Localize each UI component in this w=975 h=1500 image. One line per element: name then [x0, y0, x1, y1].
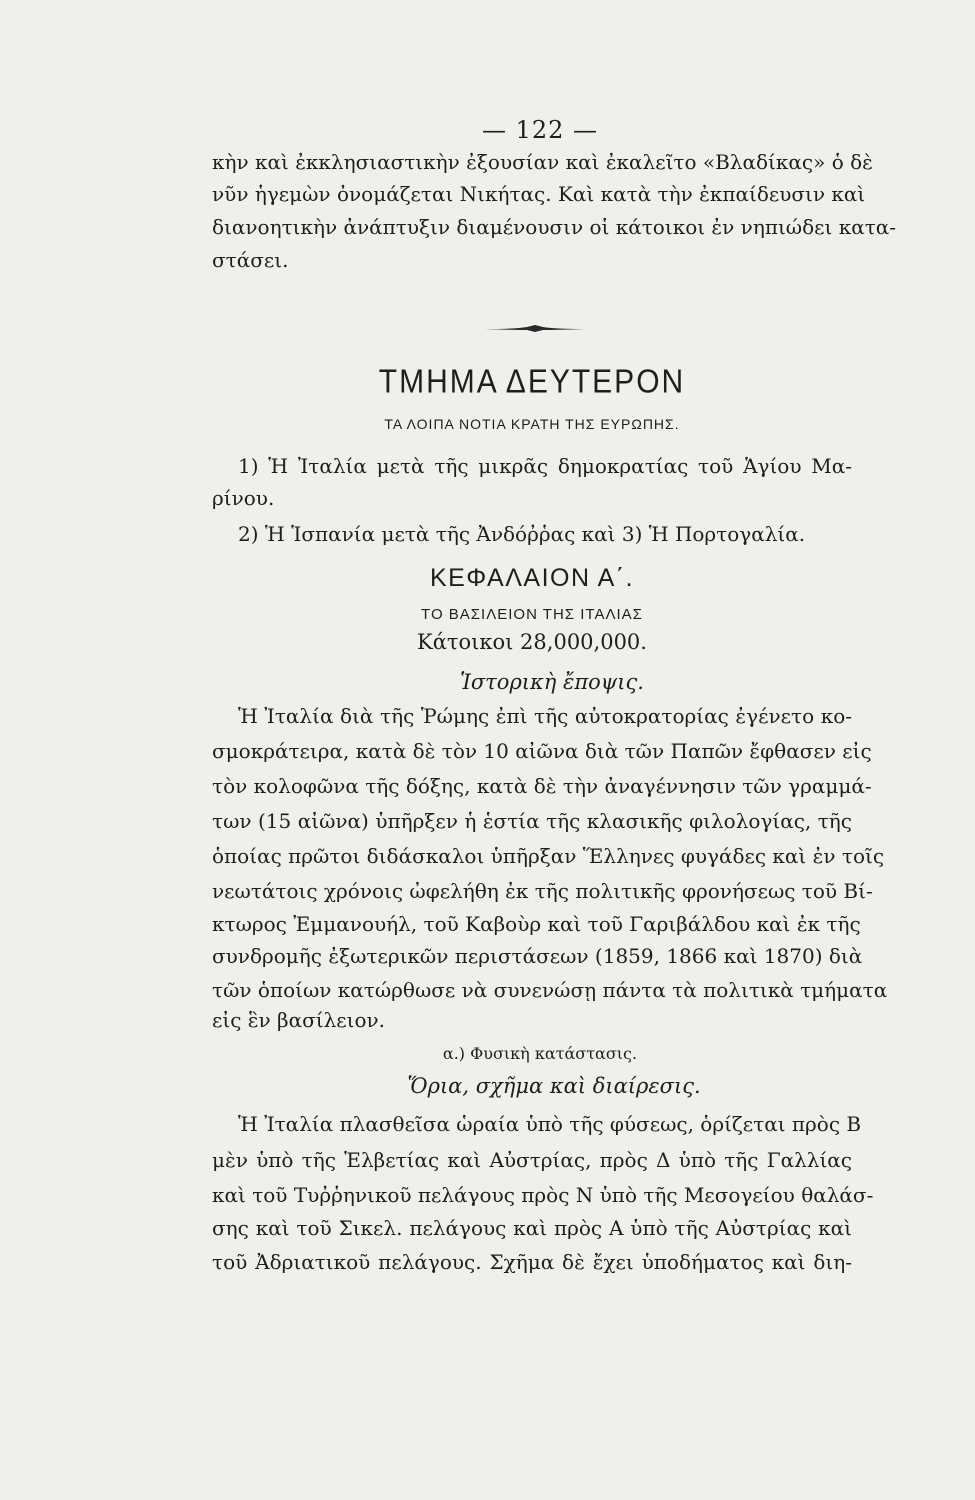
section-subtitle: ΤΑ ΛΟΙΠΑ ΝΟΤΙΑ ΚΡΑΤΗ ΤΗΣ ΕΥΡΩΠΗΣ. — [384, 416, 680, 432]
physical-subheading: Ὅρια, σχῆμα καὶ διαίρεσις. — [407, 1074, 701, 1098]
paragraph-2-line-9: τῶν ὁποίων κατώρθωσε νὰ συνενώσῃ πάντα τὰ πολιτικὰ τμήματα — [212, 978, 888, 1002]
physical-heading: α.) Φυσικὴ κατάστασις. — [442, 1044, 638, 1063]
paragraph-2-line-5: ὁποίας πρῶτοι διδάσκαλοι ὑπῆρξαν Ἕλληνες φυγάδες καὶ ἐν τοῖς — [212, 844, 885, 868]
paragraph-3-line-3: καὶ τοῦ Τυῤῥηνικοῦ πελάγους πρὸς Ν ὑπὸ τῆς Μεσογείου θαλάσ- — [212, 1183, 874, 1207]
section-title: ΤΜΗΜΑ ΔΕΥΤΕΡΟΝ — [378, 364, 686, 401]
paragraph-3-line-4: σης καὶ τοῦ Σικελ. πελάγους καὶ πρὸς Α ὑπὸ τῆς Αὐστρίας καὶ — [212, 1216, 852, 1240]
list-line-2: ρίνου. — [212, 486, 275, 510]
paragraph-1-line-1: κὴν καὶ ἐκκλησιαστικὴν ἐξουσίαν καὶ ἐκαλεῖτο «Βλαδίκας» ὁ δὲ — [212, 150, 873, 174]
history-heading: Ἱστορικὴ ἔποψις. — [460, 670, 644, 694]
list-line-1: 1) Ἡ Ἰταλία μετὰ τῆς μικρᾶς δημοκρατίας τοῦ Ἁγίου Μα- — [238, 454, 852, 478]
paragraph-2-line-3: τὸν κολοφῶνα τῆς δόξης, κατὰ δὲ τὴν ἀναγέννησιν τῶν γραμμά- — [212, 774, 872, 798]
paragraph-1-line-3: διανοητικὴν ἀνάπτυξιν διαμένουσιν οἱ κάτοικοι ἐν νηπιώδει κατα- — [212, 215, 897, 239]
paragraph-3-line-5: τοῦ Ἀδριατικοῦ πελάγους. Σχῆμα δὲ ἔχει ὑποδήματος καὶ διη- — [212, 1250, 852, 1274]
ornament-divider — [485, 322, 585, 334]
paragraph-2-line-7: κτωρος Ἐμμανουήλ, τοῦ Καβοὺρ καὶ τοῦ Γαριβάλδου καὶ ἐκ τῆς — [212, 912, 861, 936]
population-line: Κάτοικοι 28,000,000. — [417, 630, 647, 654]
page-number: — 122 — — [481, 116, 599, 144]
paragraph-3-line-1: Ἡ Ἰταλία πλασθεῖσα ὡραία ὑπὸ τῆς φύσεως, ὁρίζεται πρὸς Β — [238, 1112, 862, 1136]
chapter-title: ΚΕΦΑΛΑΙΟΝ Α΄. — [429, 564, 635, 592]
paragraph-2-line-1: Ἡ Ἰταλία διὰ τῆς Ῥώμης ἐπὶ τῆς αὐτοκρατορίας ἐγένετο κο- — [238, 704, 852, 728]
paragraph-2-line-2: σμοκράτειρα, κατὰ δὲ τὸν 10 αἰῶνα διὰ τῶν Παπῶν ἔφθασεν εἰς — [212, 739, 872, 763]
paragraph-2-line-4: των (15 αἰῶνα) ὑπῆρξεν ἡ ἑστία τῆς κλασικῆς φιλολογίας, τῆς — [212, 809, 852, 833]
chapter-subtitle: ΤΟ ΒΑΣΙΛΕΙΟΝ ΤΗΣ ΙΤΑΛΙΑΣ — [421, 606, 643, 623]
paragraph-1-line-4: στάσει. — [212, 248, 289, 272]
paragraph-2-line-8: συνδρομῆς ἐξωτερικῶν περιστάσεων (1859, 1866 καὶ 1870) διὰ — [212, 944, 863, 968]
paragraph-3-line-2: μὲν ὑπὸ τῆς Ἑλβετίας καὶ Αὐστρίας, πρὸς Δ ὑπὸ τῆς Γαλλίας — [212, 1148, 852, 1172]
list-line-3: 2) Ἡ Ἱσπανία μετὰ τῆς Ἀνδόῤῥας καὶ 3) Ἡ Πορτογαλία. — [238, 522, 806, 546]
paragraph-2-line-6: νεωτάτοις χρόνοις ὠφελήθη ἐκ τῆς πολιτικῆς φρονήσεως τοῦ Βί- — [212, 879, 873, 903]
paragraph-1-line-2: νῦν ἡγεμὼν ὀνομάζεται Νικήτας. Καὶ κατὰ τὴν ἐκπαίδευσιν καὶ — [212, 182, 866, 206]
paragraph-2-line-10: εἰς ἓν βασίλειον. — [212, 1008, 386, 1032]
